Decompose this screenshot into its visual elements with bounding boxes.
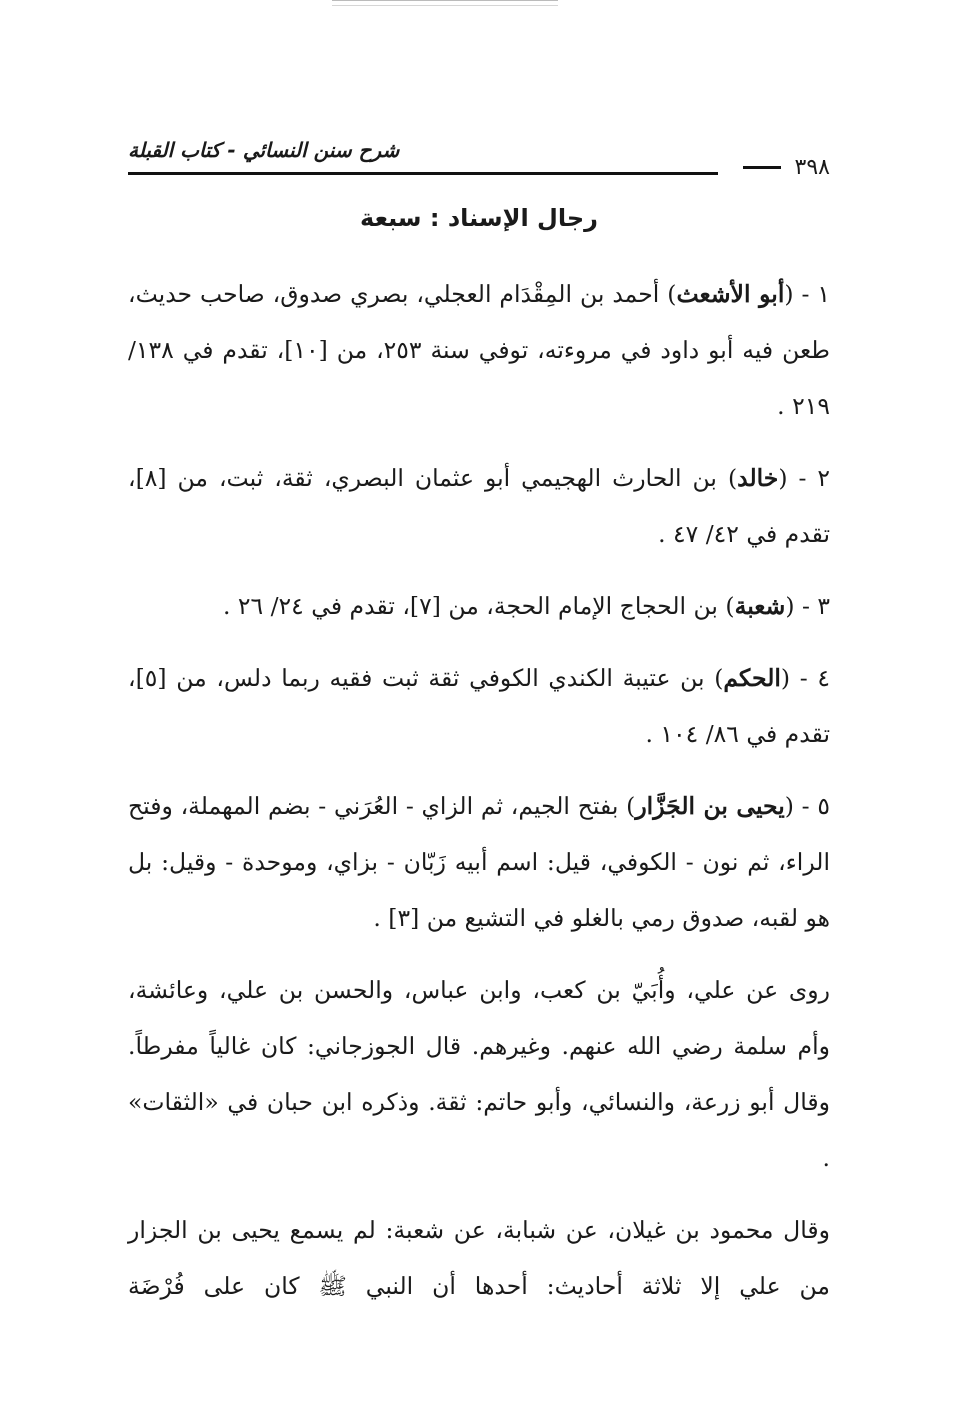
section-heading: رجال الإسناد : سبعة	[360, 204, 598, 232]
narrator-description: بن الحارث الهجيمي أبو عثمان البصري، ثقة، ثبت، من [٨]، تقدم في ٤٢/ ٤٧ .	[128, 464, 830, 548]
entry-suffix: )	[725, 592, 735, 620]
narrator-name: أبو الأشعث	[676, 280, 785, 308]
entry-prefix: ١ - (	[784, 280, 830, 308]
entry-prefix: ٥ - (	[784, 792, 830, 820]
narrator-name: شعبة	[734, 592, 786, 620]
mahmud-quote-paragraph: وقال محمود بن غيلان، عن شبابة، عن شعبة: لم يسمع يحيى بن الجزار من علي إلا ثلاثة أحاديث: أحدها أن النبي ﷺ كان على فُرْضَة	[128, 1216, 830, 1300]
entry-suffix: )	[667, 280, 677, 308]
page-header	[128, 138, 830, 178]
page-number: ٣٩٨	[794, 154, 830, 180]
entry-suffix: )	[714, 664, 724, 692]
page-number-dash	[743, 166, 781, 169]
top-edge-rule	[332, 0, 558, 1]
narrator-name: خالد	[737, 464, 779, 492]
running-head-title: شرح سنن النسائي - كتاب القبلة	[128, 138, 400, 162]
narrator-name: الحكم	[723, 664, 781, 692]
narrator-description: بن عتيبة الكندي الكوفي ثقة ثبت فقيه ربما دلس، من [٥]، تقدم في ٨٦/ ١٠٤ .	[128, 664, 830, 748]
page-body	[128, 266, 830, 1330]
narrator-entry-2	[128, 450, 830, 562]
entry-suffix: )	[626, 792, 636, 820]
entry-suffix: )	[727, 464, 738, 492]
narrator-description: أحمد بن المِقْدَام العجلي، بصري صدوق، صاحب حديث، طعن فيه أبو داود في مروءته، توفي سنة ٢٥٣، من [١٠]، تقدم في ١٣٨/ ٢١٩ .	[128, 280, 830, 420]
top-edge-rule-secondary	[332, 5, 558, 6]
entry-prefix: ٢ - (	[778, 464, 830, 492]
entry-prefix: ٤ - (	[780, 664, 830, 692]
page-number-block	[724, 152, 830, 182]
narrator-description: بفتح الجيم، ثم الزاي - العُرَني - بضم المهملة، وفتح الراء، ثم نون - الكوفي، قيل: اسم أبيه زَبّان - بزاي، وموحدة - وقيل: بل هو لقبه، صدوق رمي بالغلو في التشيع من [٣] .	[128, 792, 830, 932]
narrator-entry-1	[128, 266, 830, 434]
narrator-entry-5	[128, 778, 830, 946]
narrator-entry-3	[128, 578, 830, 634]
narrator-description: بن الحجاج الإمام الحجة، من [٧]، تقدم في ٢٤/ ٢٦ .	[222, 592, 726, 620]
entry-prefix: ٣ - (	[785, 592, 830, 620]
narrator-name: يحيى بن الجَزَّار	[635, 792, 785, 820]
narrations-paragraph: روى عن علي، وأُبَيّ بن كعب، وابن عباس، والحسن بن علي، وعائشة، وأم سلمة رضي الله عنهم. وغيرهم. قال الجوزجاني: كان غالياً مفرطاً. وقال أبو زرعة، والنسائي، وأبو حاتم: ثقة. وذكره ابن حبان في «الثقات» .	[128, 976, 830, 1172]
header-rule	[128, 172, 718, 175]
narrator-entry-4	[128, 650, 830, 762]
